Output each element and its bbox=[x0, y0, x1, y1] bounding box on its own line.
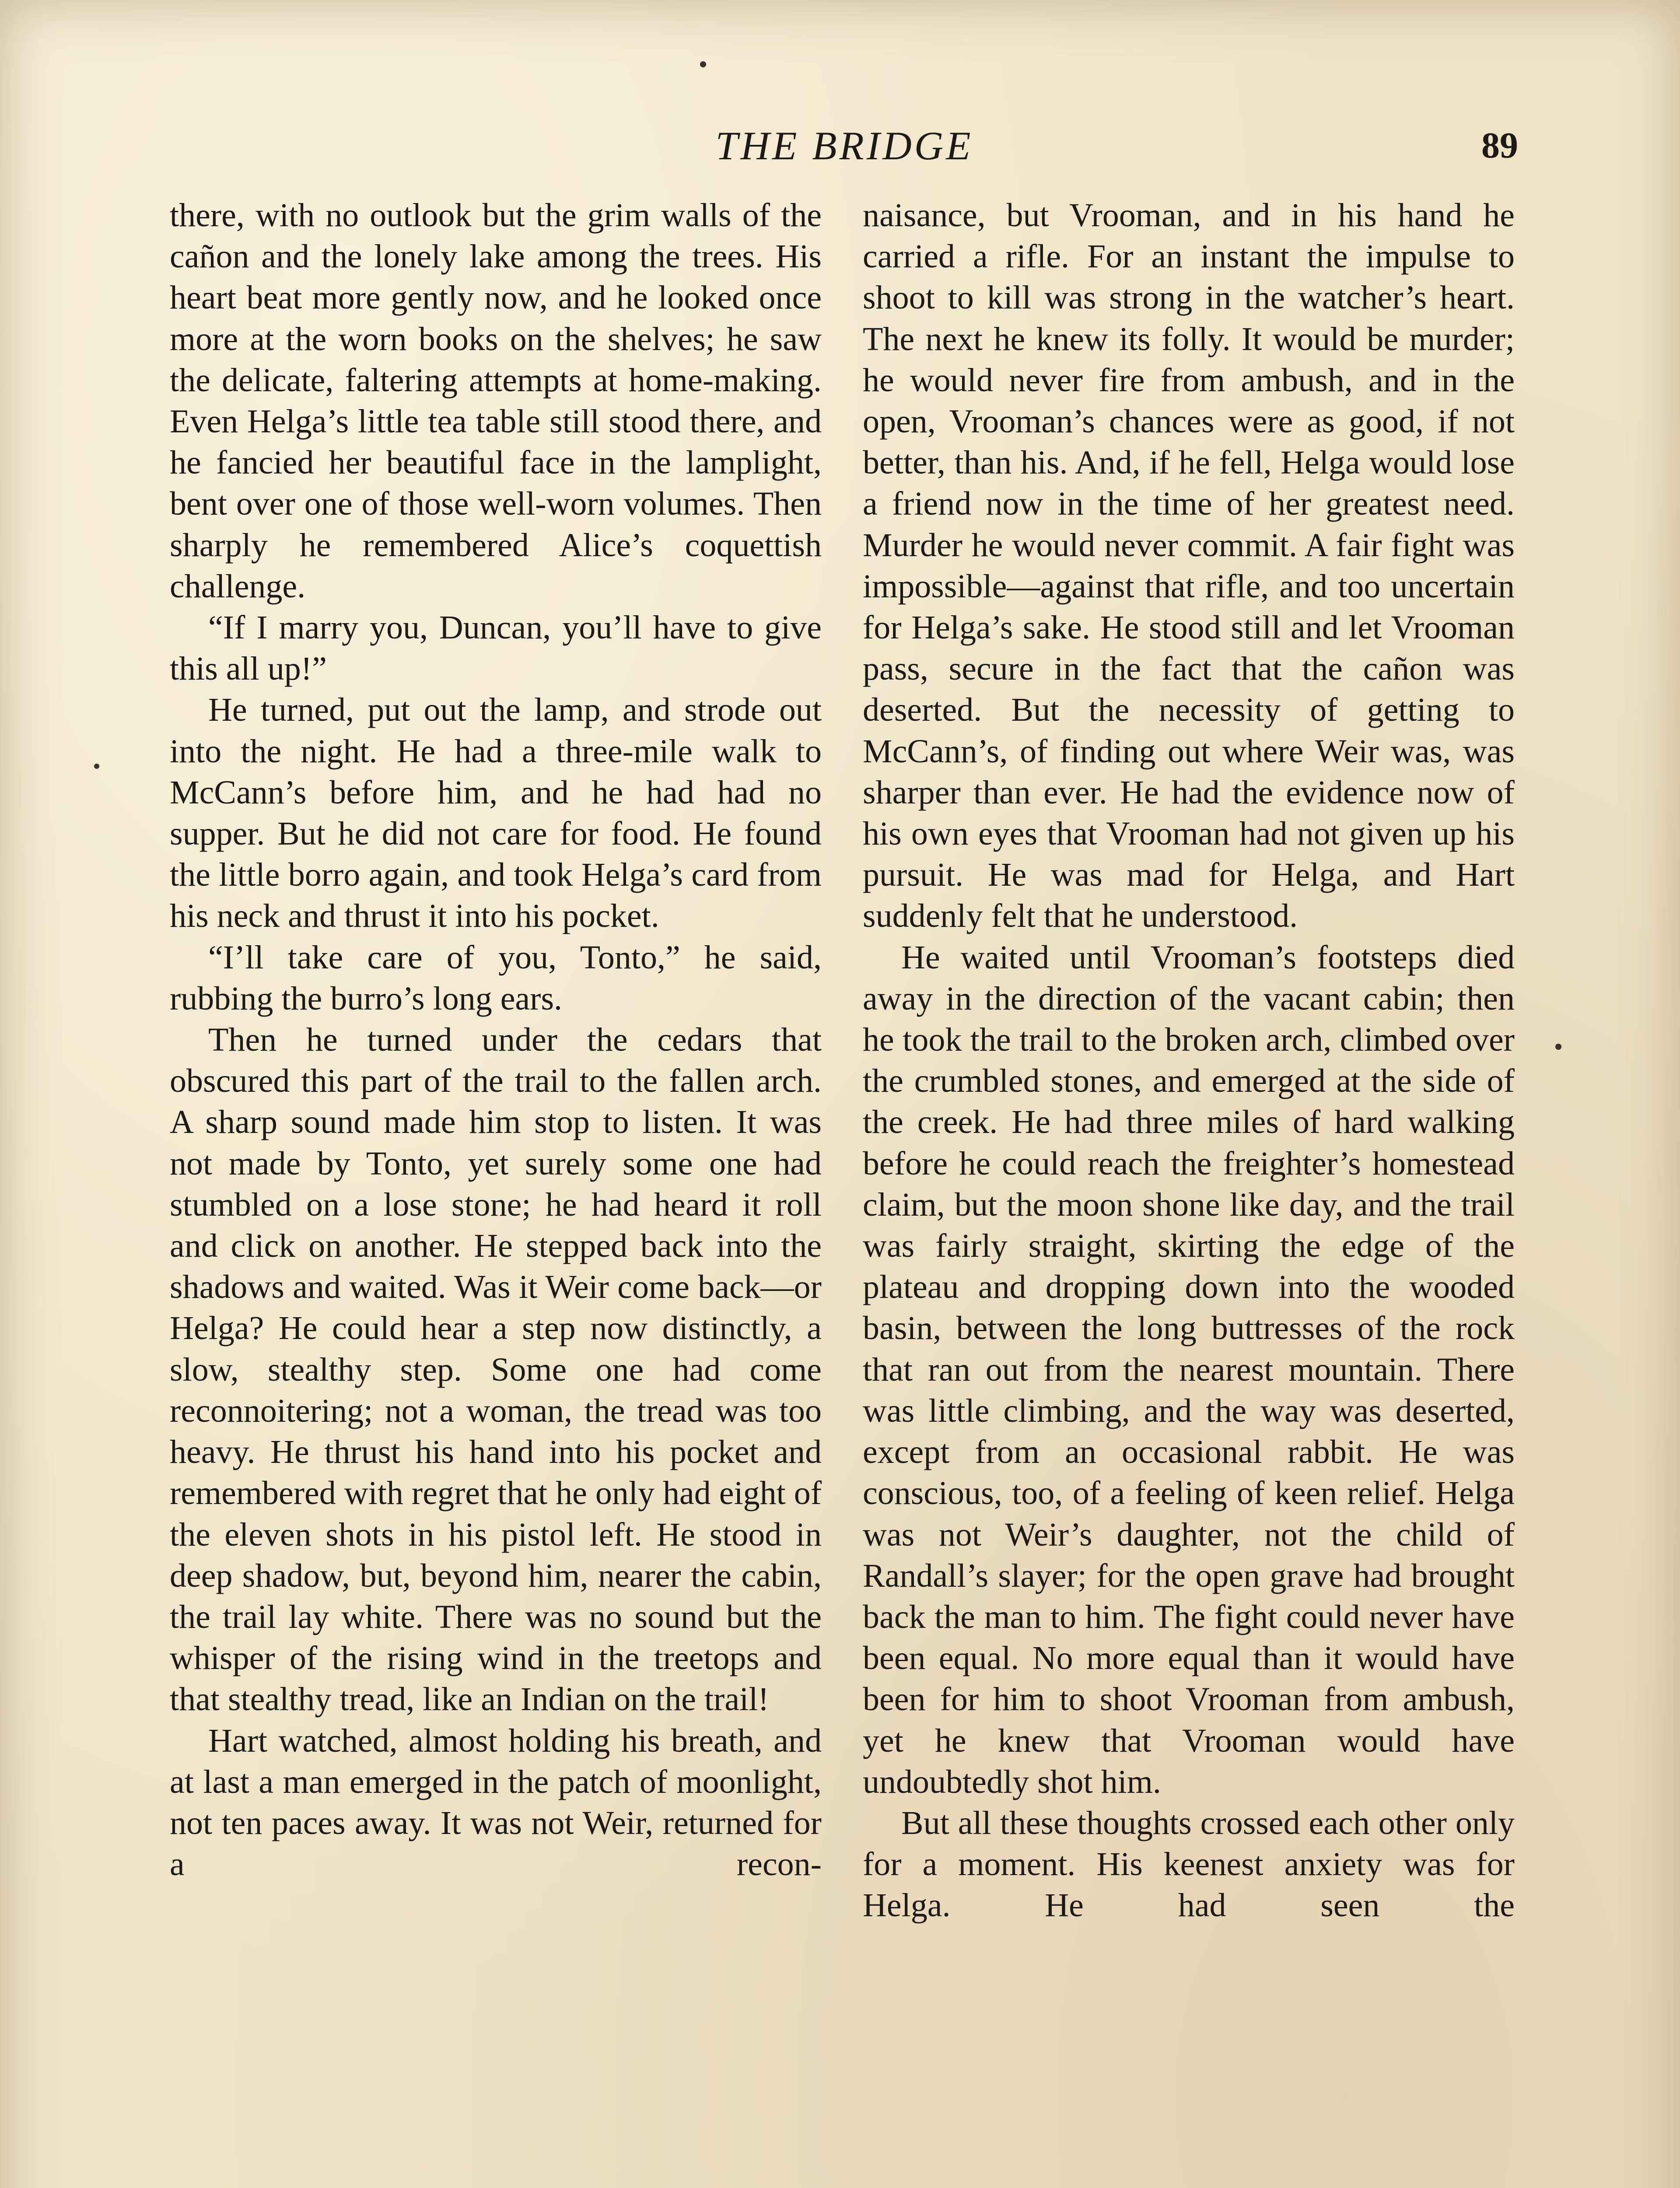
running-header bbox=[171, 113, 1518, 179]
paragraph: there, with no outlook but the grim walls of the cañon and the lonely lake among the trees. His heart beat more gently now, and he looked once more at the worn books on the shelves; he saw the delicate, faltering attempts at home-making. Even Helga’s little tea table still stood there, and he fancied her beautiful face in the lamplight, bent over one of those well-worn volumes. Then sharply he remembered Alice’s coquettish challenge. bbox=[170, 197, 822, 605]
paragraph: He waited until Vrooman’s footsteps died away in the direction of the vacant cabin; then he took the trail to the broken arch, climbed over the crumbled stones, and emerged at the side of the creek. He had three miles of hard walking before he could reach the freighter’s homestead claim, but the moon shone like day, and the trail was fairly straight, skirting the edge of the plateau and dropping down into the wooded basin, between the long buttresses of the rock that ran out from the nearest mountain. There was little climbing, and the way was deserted, except from an occasional rabbit. He was conscious, too, of a feeling of keen relief. Helga was not Weir’s daughter, not the child of Randall’s slayer; for the open grave had brought back the man to him. The fight could never have been equal. No more equal than it would have been for him to shoot Vrooman from ambush, yet he knew that Vrooman would have undoubtedly shot him. bbox=[863, 939, 1515, 1800]
paragraph: Hart watched, almost holding his breath, and at last a man emerged in the patch of moonlight, not ten paces away. It was not Weir, returned for a recon- bbox=[170, 1722, 822, 1883]
left-column bbox=[170, 195, 822, 1885]
paragraph: naisance, but Vrooman, and in his hand he carried a rifle. For an instant the impulse to shoot to kill was strong in the watcher’s heart. The next he knew its folly. It would be murder; he would never fire from ambush, and in the open, Vrooman’s chances were as good, if not better, than his. And, if he fell, Helga would lose a friend now in the time of her greatest need. Murder he would never commit. A fair fight was impossible—against that rifle, and too uncertain for Helga’s sake. He stood still and let Vrooman pass, secure in the fact that the cañon was deserted. But the necessity of getting to McCann’s, of finding out where Weir was, was sharper than ever. He had the evidence now of his own eyes that Vrooman had not given up his pursuit. He was mad for Helga, and Hart suddenly felt that he understood. bbox=[863, 197, 1515, 935]
paragraph: “If I marry you, Duncan, you’ll have to give this all up!” bbox=[170, 609, 822, 687]
paragraph: He turned, put out the lamp, and strode out into the night. He had a three-mile walk to McCann’s before him, and he had had no supper. But he did not care for food. He found the little borro again, and took Helga’s card from his neck and thrust it into his pocket. bbox=[170, 691, 822, 935]
ink-speck bbox=[94, 764, 99, 769]
paragraph: But all these thoughts crossed each other only for a moment. His keenest anxiety was for Helga. He had seen the bbox=[863, 1804, 1515, 1924]
ink-speck bbox=[1555, 1044, 1561, 1050]
ink-speck bbox=[700, 61, 706, 67]
page-number: 89 bbox=[1481, 125, 1518, 166]
paragraph: “I’ll take care of you, Tonto,” he said, rubbing the burro’s long ears. bbox=[170, 939, 822, 1017]
right-column bbox=[863, 195, 1515, 1926]
paragraph: Then he turned under the cedars that obscured this part of the trail to the fallen arch. A sharp sound made him stop to listen. It was not made by Tonto, yet surely some one had stumbled on a lose stone; he had heard it roll and click on another. He stepped back into the shadows and waited. Was it Weir come back—or Helga? He could hear a step now distinctly, a slow, stealthy step. Some one had come reconnoitering; not a woman, the tread was too heavy. He thrust his hand into his pocket and remembered with regret that he only had eight of the eleven shots in his pistol left. He stood in deep shadow, but, beyond him, nearer the cabin, the trail lay white. There was no sound but the whisper of the rising wind in the treetops and that stealthy tread, like an Indian on the trail! bbox=[170, 1021, 822, 1718]
running-title: THE BRIDGE bbox=[715, 123, 973, 168]
